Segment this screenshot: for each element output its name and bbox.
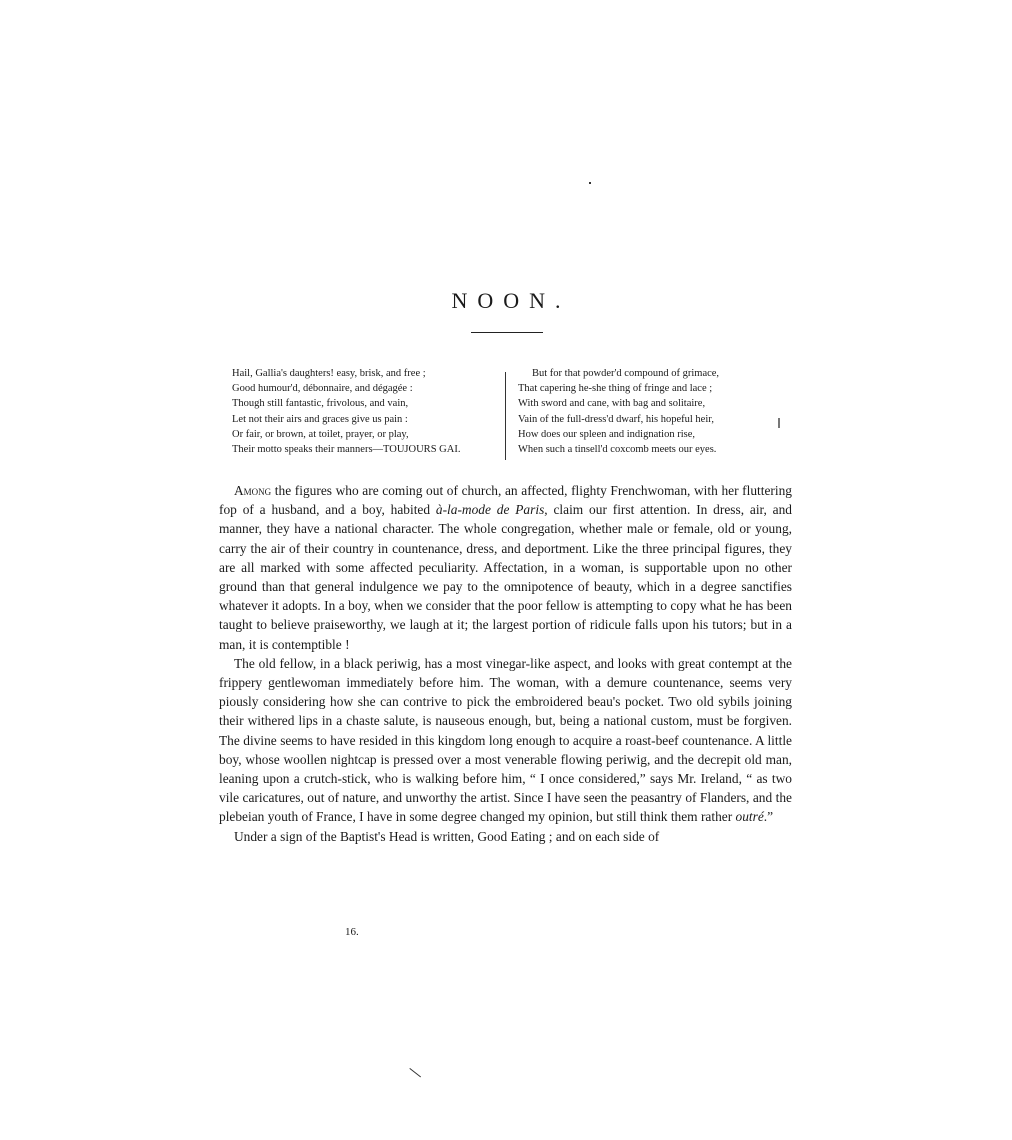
paragraph: Under a sign of the Baptist's Head is written, Good Eating ; and on each side of	[234, 828, 660, 844]
body-text	[219, 481, 792, 846]
verse-line: Vain of the full-dress'd dwarf, his hopeful heir,	[518, 413, 714, 425]
verse-line: Let not their airs and graces give us pain :	[232, 413, 408, 425]
scan-speck	[589, 182, 591, 184]
paragraph	[219, 654, 792, 827]
verse-line: That capering he-she thing of fringe and lace ;	[518, 383, 713, 395]
verse-line: Good humour'd, débonnaire, and dégagée :	[232, 383, 413, 395]
verse-divider	[505, 372, 506, 460]
verse-right-column	[518, 366, 790, 457]
verse-line: But for that powder'd compound of grimace,	[532, 368, 720, 379]
paragraph-text: The old fellow, in a black periwig, has a most vinegar-like aspect, and looks with great contempt at the frippery gentlewoman immediately before him. The woman, with a demure countenance, seems very piously considering how she can contrive to pick the embroidered beau's pocket. Two old sybils joining their withered lips in a chaste salute, is nauseous enough, but, being a national custom, must be forgiven. The divine seems to have resided in this kingdom long enough to acquire a roast-beef countenance. A little boy, whose woollen nightcap is pressed over a most venerable flowing periwig, and the decrepit old man, leaning upon a crutch-stick, who is walking before him, “ I once considered,” says Mr. Ireland, “ as two vile caricatures, out of nature, and unworthy the artist. Since I have seen the peasantry of Flanders, and the plebeian youth of France, I have in some degree changed my opinion, but still think them rather	[219, 655, 792, 825]
verse-line: Hail, Gallia's daughters! easy, brisk, and free ;	[232, 368, 426, 379]
verse-line: How does our spleen and indignation rise,	[518, 428, 696, 440]
verse-line: Their motto speaks their manners—TOUJOURS GAI.	[232, 443, 461, 455]
paragraph-text: , claim our first attention. In dress, air, and manner, they have a national character. The whole congregation, whether male or female, old or young, carry the air of their country in countenance, dress, and deportment. Like the three principal figures, they are all marked with some affected peculiarity. Affectation, in a woman, is supportable upon no other ground than that general indulgence we pay to the omnipotence of beauty, which in a degree sanctifies whatever it adopts. In a boy, when we consider that the poor fellow is attempting to copy what he has been taught to believe praiseworthy, we laugh at it; the largest portion of ridicule falls upon his tutors; but in a man, it is contemptible !	[219, 502, 792, 652]
verse-line: Though still fantastic, frivolous, and vain,	[232, 398, 409, 410]
scan-speck	[778, 418, 780, 428]
page-number: 16.	[345, 926, 359, 938]
italic-phrase: à-la-mode de Paris	[435, 502, 545, 518]
italic-phrase: outré	[735, 809, 764, 825]
paragraph	[219, 481, 792, 654]
verse-line: When such a tinsell'd coxcomb meets our eyes.	[518, 443, 717, 455]
scan-speck	[409, 1068, 421, 1077]
paragraph-text: .”	[763, 809, 774, 825]
paragraph-text: the figures who are coming out of church, an affected, flighty Frenchwoman, with her fluttering fop of a husband, and a boy, habited	[219, 483, 792, 518]
verse-line: Or fair, or brown, at toilet, prayer, or play,	[232, 428, 409, 440]
page-title: NOON.	[451, 288, 571, 313]
verse-left-column	[232, 366, 502, 457]
title-rule	[471, 332, 543, 333]
paragraph-lead-word: Among	[234, 483, 272, 498]
verse-line: With sword and cane, with bag and solitaire,	[518, 398, 706, 410]
